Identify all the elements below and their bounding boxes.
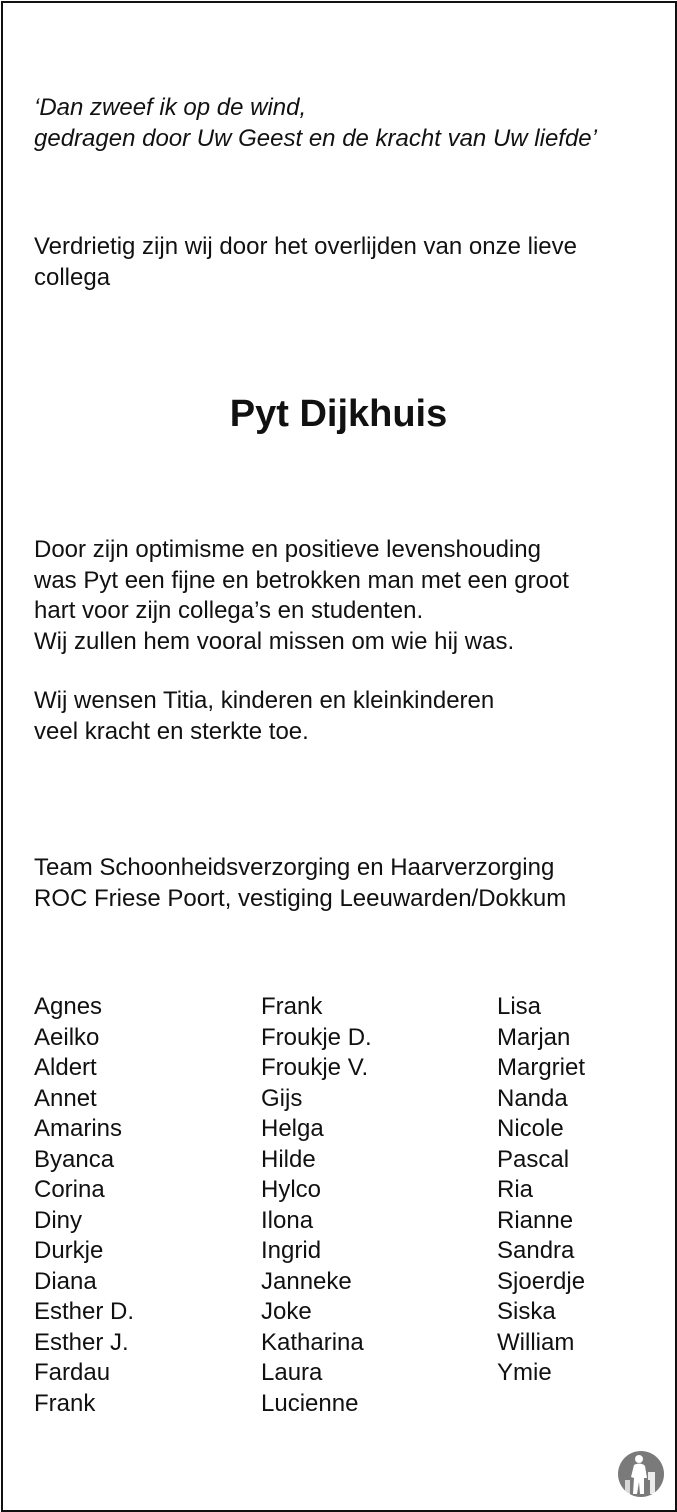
name-item: Laura	[261, 1359, 323, 1386]
name-item: Esther D.	[34, 1298, 135, 1325]
name-item: Ymie	[497, 1359, 552, 1386]
name-item: Diny	[34, 1206, 83, 1234]
name-item: Frank	[261, 993, 323, 1020]
name-item: Rianne	[497, 1206, 574, 1234]
name-item: Sandra	[497, 1237, 575, 1264]
name-item: Janneke	[261, 1267, 352, 1295]
signatory	[34, 853, 566, 914]
intro-line-2: collega	[34, 263, 111, 291]
quote-line-1: ‘Dan zweef ik op de wind,	[34, 94, 307, 121]
name-item: Frank	[34, 1389, 96, 1417]
name-item: Esther J.	[34, 1328, 129, 1356]
name-item: Durkje	[34, 1237, 104, 1264]
name-item: Froukje V.	[261, 1054, 369, 1081]
name-item: Sjoerdje	[497, 1267, 586, 1295]
body-p1-line-4: Wij zullen hem vooral missen om wie hij was.	[34, 627, 515, 655]
intro-text	[34, 232, 577, 293]
name-item: Nicole	[497, 1115, 564, 1142]
name-item: Ria	[497, 1176, 534, 1203]
name-item: Katharina	[261, 1328, 364, 1356]
body-p1-line-2: was Pyt een fijne en betrokken man met een groot	[34, 566, 569, 594]
name-item: Hylco	[261, 1176, 322, 1203]
name-item: Amarins	[34, 1115, 123, 1142]
body-p1-line-3: hart voor zijn collega’s en studenten.	[34, 597, 424, 624]
memorial-person-icon	[617, 1450, 665, 1498]
names-column-2	[261, 992, 372, 1419]
name-item: Fardau	[34, 1359, 111, 1386]
name-item: Aeilko	[34, 1023, 100, 1051]
signatory-line-2: ROC Friese Poort, vestiging Leeuwarden/Dokkum	[34, 884, 567, 912]
name-item: Aldert	[34, 1054, 97, 1081]
body-p2-line-2: veel kracht en sterkte toe.	[34, 717, 309, 745]
name-item: Agnes	[34, 993, 103, 1020]
name-item: Nanda	[497, 1084, 568, 1112]
name-item: Byanca	[34, 1145, 115, 1173]
name-item: Marjan	[497, 1023, 571, 1051]
name-item: Hilde	[261, 1145, 316, 1173]
deceased-name: Pyt Dijkhuis	[229, 393, 448, 435]
name-item: Lisa	[497, 993, 542, 1020]
intro-line-1: Verdrietig zijn wij door het overlijden van onze lieve	[34, 233, 577, 260]
name-item: Lucienne	[261, 1389, 359, 1417]
name-item: Joke	[261, 1298, 312, 1325]
name-item: Siska	[497, 1298, 556, 1325]
names-column-1	[34, 992, 134, 1419]
names-column-3	[497, 992, 585, 1389]
body-paragraph-2	[34, 686, 494, 747]
name-item: Pascal	[497, 1145, 570, 1173]
name-item: Froukje D.	[261, 1023, 372, 1051]
name-item: Ilona	[261, 1206, 314, 1234]
name-item: Annet	[34, 1084, 97, 1112]
name-item: Helga	[261, 1115, 324, 1142]
body-paragraph-1	[34, 535, 569, 657]
name-item: Margriet	[497, 1054, 586, 1081]
quote	[34, 93, 597, 154]
name-item: Gijs	[261, 1084, 303, 1112]
signatory-line-1: Team Schoonheidsverzorging en Haarverzorging	[34, 854, 555, 881]
name-item: William	[497, 1328, 575, 1356]
name-item: Diana	[34, 1267, 97, 1295]
body-p2-line-1: Wij wensen Titia, kinderen en kleinkinderen	[34, 687, 495, 714]
quote-line-2: gedragen door Uw Geest en de kracht van Uw liefde’	[34, 124, 597, 152]
name-item: Ingrid	[261, 1237, 322, 1264]
name-item: Corina	[34, 1176, 105, 1203]
body-p1-line-1: Door zijn optimisme en positieve levenshouding	[34, 536, 541, 563]
